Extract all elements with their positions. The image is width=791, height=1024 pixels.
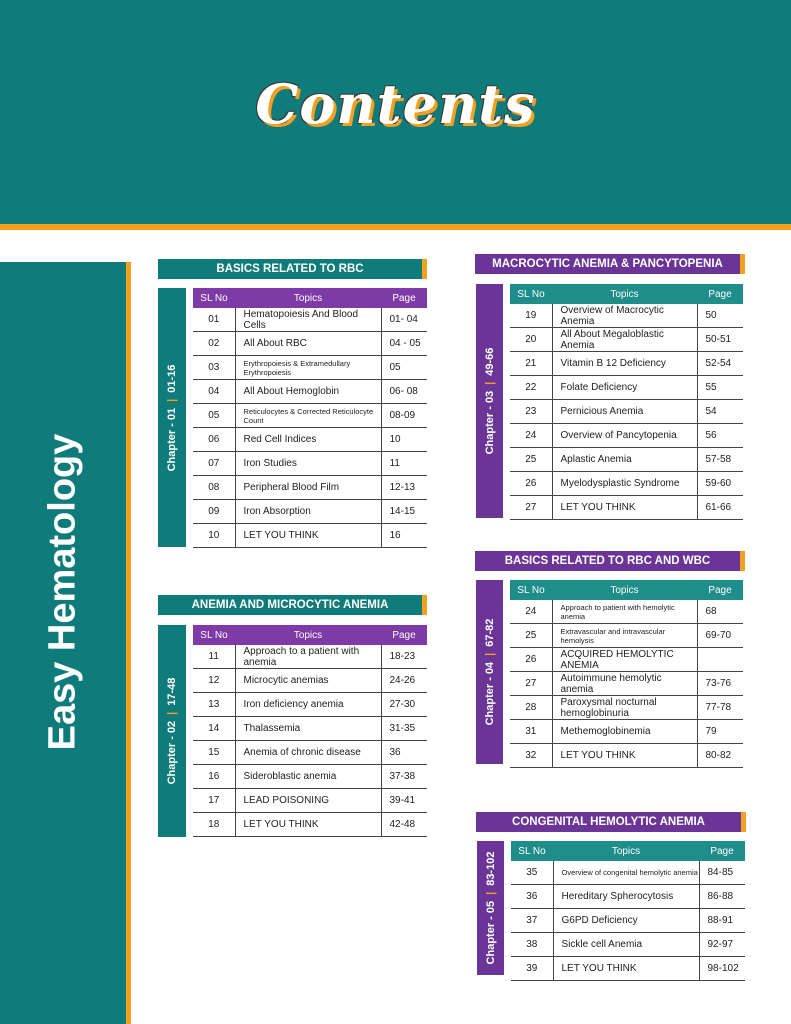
- col-page-header: Page: [381, 288, 427, 308]
- chapter-label: Chapter - 05: [484, 900, 497, 965]
- book-title: Easy Hematology: [41, 433, 84, 751]
- row-sl: 02: [193, 332, 235, 356]
- row-topic: Microcytic anemias: [235, 669, 381, 693]
- chapter-range: 67-82: [483, 618, 496, 647]
- row-topic: LET YOU THINK: [235, 524, 381, 548]
- row-topic: Iron deficiency anemia: [235, 693, 381, 717]
- section-heading: ANEMIA AND MICROCYTIC ANEMIA: [158, 595, 422, 615]
- table-header-row: [510, 580, 743, 600]
- row-topic: LEAD POISONING: [235, 789, 381, 813]
- chapter-range: 01-16: [166, 364, 178, 393]
- row-sl: 07: [193, 452, 235, 476]
- table-header-row: [511, 841, 745, 861]
- row-topic: Red Cell Indices: [235, 428, 381, 452]
- row-page: 79: [697, 720, 743, 744]
- row-topic: Aplastic Anemia: [552, 448, 697, 472]
- col-page-header: Page: [697, 284, 743, 304]
- table-row: [193, 404, 427, 428]
- table-row: [510, 720, 743, 744]
- row-topic: Sideroblastic anemia: [235, 765, 381, 789]
- row-page: 12-13: [381, 476, 427, 500]
- row-page: 68: [697, 600, 743, 624]
- col-topics-header: Topics: [552, 580, 697, 600]
- table-row: [510, 448, 743, 472]
- row-sl: 39: [511, 957, 553, 981]
- section-heading: MACROCYTIC ANEMIA & PANCYTOPENIA: [475, 254, 740, 274]
- row-topic: Thalassemia: [235, 717, 381, 741]
- row-topic: Autoimmune hemolytic anemia: [552, 672, 697, 696]
- row-page: 18-23: [381, 645, 427, 669]
- row-sl: 27: [510, 672, 552, 696]
- row-page: 37-38: [381, 765, 427, 789]
- row-sl: 26: [510, 472, 552, 496]
- table-row: [510, 496, 743, 520]
- row-page: 57-58: [697, 448, 743, 472]
- row-sl: 18: [193, 813, 235, 837]
- row-sl: 04: [193, 380, 235, 404]
- row-page: 36: [381, 741, 427, 765]
- row-page: 86-88: [699, 885, 745, 909]
- page-title: Contents: [255, 72, 536, 136]
- row-page: 73-76: [697, 672, 743, 696]
- row-topic: Anemia of chronic disease: [235, 741, 381, 765]
- row-topic: Reticulocytes & Corrected Reticulocyte Count: [235, 404, 381, 428]
- chapter-label: Chapter - 04: [483, 661, 496, 726]
- row-topic: Iron Studies: [235, 452, 381, 476]
- table-header-row: [193, 625, 427, 645]
- section-heading: BASICS RELATED TO RBC AND WBC: [475, 551, 740, 571]
- row-page: 61-66: [697, 496, 743, 520]
- row-page: 11: [381, 452, 427, 476]
- row-page: 31-35: [381, 717, 427, 741]
- row-page: 92-97: [699, 933, 745, 957]
- table-row: [193, 693, 427, 717]
- col-sl-header: SL No: [511, 841, 553, 861]
- chapter-tab: Chapter - 03|49-66: [476, 284, 503, 518]
- chapter-tab: Chapter - 04|67-82: [476, 580, 503, 764]
- table-row: [511, 933, 745, 957]
- table-row: [510, 328, 743, 352]
- table-row: [193, 669, 427, 693]
- col-sl-header: SL No: [510, 580, 552, 600]
- row-topic: Erythropoiesis & Extramedullary Erythropoiesis: [235, 356, 381, 380]
- table-row: [193, 356, 427, 380]
- row-sl: 23: [510, 400, 552, 424]
- toc-table: [193, 625, 427, 837]
- row-topic: Paroxysmal nocturnal hemoglobinuria: [552, 696, 697, 720]
- row-topic: Overview of Macrocytic Anemia: [552, 304, 697, 328]
- chapter-label: Chapter - 03: [483, 390, 496, 455]
- row-topic: LET YOU THINK: [552, 744, 697, 768]
- row-page: 54: [697, 400, 743, 424]
- table-row: [193, 380, 427, 404]
- row-topic: All About Hemoglobin: [235, 380, 381, 404]
- table-row: [193, 765, 427, 789]
- col-topics-header: Topics: [553, 841, 699, 861]
- table-row: [510, 352, 743, 376]
- sidebar-edge: [126, 262, 131, 1024]
- row-sl: 13: [193, 693, 235, 717]
- row-sl: 28: [510, 696, 552, 720]
- chapter-tab: Chapter - 05|83-102: [477, 841, 504, 975]
- table-row: [510, 696, 743, 720]
- row-page: 08-09: [381, 404, 427, 428]
- table-header-row: [510, 284, 743, 304]
- row-sl: 24: [510, 600, 552, 624]
- row-sl: 05: [193, 404, 235, 428]
- table-row: [193, 741, 427, 765]
- row-page: 05: [381, 356, 427, 380]
- table-row: [510, 400, 743, 424]
- col-page-header: Page: [699, 841, 745, 861]
- row-topic: LET YOU THINK: [552, 496, 697, 520]
- toc-table: [193, 288, 427, 548]
- row-topic: LET YOU THINK: [235, 813, 381, 837]
- row-page: 88-91: [699, 909, 745, 933]
- row-topic: Hematopoiesis And Blood Cells: [235, 308, 381, 332]
- row-sl: 03: [193, 356, 235, 380]
- row-page: 84-85: [699, 861, 745, 885]
- row-sl: 16: [193, 765, 235, 789]
- table-row: [193, 428, 427, 452]
- row-sl: 31: [510, 720, 552, 744]
- row-sl: 14: [193, 717, 235, 741]
- table-row: [193, 789, 427, 813]
- row-page: 10: [381, 428, 427, 452]
- row-sl: 32: [510, 744, 552, 768]
- table-row: [193, 332, 427, 356]
- row-topic: LET YOU THINK: [553, 957, 699, 981]
- row-sl: 22: [510, 376, 552, 400]
- row-page: 69-70: [697, 624, 743, 648]
- table-row: [511, 861, 745, 885]
- row-sl: 38: [511, 933, 553, 957]
- table-row: [510, 744, 743, 768]
- row-page: 77-78: [697, 696, 743, 720]
- row-sl: 17: [193, 789, 235, 813]
- table-row: [510, 424, 743, 448]
- col-page-header: Page: [697, 580, 743, 600]
- table-row: [510, 376, 743, 400]
- col-sl-header: SL No: [193, 625, 235, 645]
- row-sl: 25: [510, 448, 552, 472]
- col-page-header: Page: [381, 625, 427, 645]
- row-topic: Pernicious Anemia: [552, 400, 697, 424]
- row-topic: Myelodysplastic Syndrome: [552, 472, 697, 496]
- row-page: 14-15: [381, 500, 427, 524]
- row-topic: All About RBC: [235, 332, 381, 356]
- row-page: 06- 08: [381, 380, 427, 404]
- table-row: [193, 645, 427, 669]
- row-topic: Peripheral Blood Film: [235, 476, 381, 500]
- row-topic: Extravascular and intravascular hemolysis: [552, 624, 697, 648]
- table-row: [193, 452, 427, 476]
- toc-table: [511, 841, 745, 981]
- header-divider: [0, 224, 791, 230]
- table-row: [510, 600, 743, 624]
- row-page: 59-60: [697, 472, 743, 496]
- chapter-tab: Chapter - 02|17-48: [158, 625, 186, 837]
- chapter-label: Chapter - 01: [166, 407, 178, 471]
- row-sl: 10: [193, 524, 235, 548]
- section-heading: CONGENITAL HEMOLYTIC ANEMIA: [476, 812, 741, 832]
- row-page: 04 - 05: [381, 332, 427, 356]
- row-topic: Hereditary Spherocytosis: [553, 885, 699, 909]
- row-topic: Methemoglobinemia: [552, 720, 697, 744]
- row-sl: 25: [510, 624, 552, 648]
- table-row: [511, 909, 745, 933]
- col-topics-header: Topics: [235, 625, 381, 645]
- row-sl: 01: [193, 308, 235, 332]
- row-page: 55: [697, 376, 743, 400]
- row-page: 42-48: [381, 813, 427, 837]
- row-page: 50-51: [697, 328, 743, 352]
- row-topic: Approach to a patient with anemia: [235, 645, 381, 669]
- row-page: 39-41: [381, 789, 427, 813]
- row-sl: 27: [510, 496, 552, 520]
- col-topics-header: Topics: [235, 288, 381, 308]
- table-row: [510, 304, 743, 328]
- col-sl-header: SL No: [510, 284, 552, 304]
- row-sl: 06: [193, 428, 235, 452]
- table-row: [193, 308, 427, 332]
- row-page: 80-82: [697, 744, 743, 768]
- row-page: 01- 04: [381, 308, 427, 332]
- row-topic: Folate Deficiency: [552, 376, 697, 400]
- table-row: [193, 717, 427, 741]
- chapter-range: 49-66: [483, 347, 496, 376]
- section-heading: BASICS RELATED TO RBC: [158, 259, 422, 279]
- row-topic: Iron Absorption: [235, 500, 381, 524]
- chapter-tab: Chapter - 01|01-16: [158, 288, 186, 547]
- row-topic: ACQUIRED HEMOLYTIC ANEMIA: [552, 648, 697, 672]
- table-row: [510, 472, 743, 496]
- row-sl: 36: [511, 885, 553, 909]
- row-topic: Overview of Pancytopenia: [552, 424, 697, 448]
- row-page: 56: [697, 424, 743, 448]
- table-row: [193, 524, 427, 548]
- row-topic: Approach to patient with hemolytic anemia: [552, 600, 697, 624]
- row-topic: Overview of congenital hemolytic anemia: [553, 861, 699, 885]
- table-row: [511, 957, 745, 981]
- row-sl: 12: [193, 669, 235, 693]
- chapter-range: 83-102: [484, 851, 497, 886]
- row-topic: Vitamin B 12 Deficiency: [552, 352, 697, 376]
- table-row: [193, 476, 427, 500]
- table-row: [193, 500, 427, 524]
- row-sl: 15: [193, 741, 235, 765]
- table-row: [193, 813, 427, 837]
- row-sl: 35: [511, 861, 553, 885]
- row-sl: 20: [510, 328, 552, 352]
- row-sl: 11: [193, 645, 235, 669]
- row-topic: G6PD Deficiency: [553, 909, 699, 933]
- row-page: 50: [697, 304, 743, 328]
- table-row: [511, 885, 745, 909]
- chapter-label: Chapter - 02: [166, 720, 178, 785]
- row-topic: All About Megaloblastic Anemia: [552, 328, 697, 352]
- row-page: [697, 648, 743, 672]
- row-sl: 08: [193, 476, 235, 500]
- table-row: [510, 624, 743, 648]
- table-row: [510, 648, 743, 672]
- toc-table: [510, 580, 743, 768]
- row-page: 24-26: [381, 669, 427, 693]
- row-topic: Sickle cell Anemia: [553, 933, 699, 957]
- row-sl: 26: [510, 648, 552, 672]
- chapter-range: 17-48: [166, 677, 178, 706]
- toc-table: [510, 284, 743, 520]
- row-page: 52-54: [697, 352, 743, 376]
- row-page: 27-30: [381, 693, 427, 717]
- row-sl: 09: [193, 500, 235, 524]
- row-sl: 37: [511, 909, 553, 933]
- row-sl: 21: [510, 352, 552, 376]
- col-topics-header: Topics: [552, 284, 697, 304]
- row-sl: 24: [510, 424, 552, 448]
- table-header-row: [193, 288, 427, 308]
- col-sl-header: SL No: [193, 288, 235, 308]
- row-page: 16: [381, 524, 427, 548]
- row-sl: 19: [510, 304, 552, 328]
- row-page: 98-102: [699, 957, 745, 981]
- table-row: [510, 672, 743, 696]
